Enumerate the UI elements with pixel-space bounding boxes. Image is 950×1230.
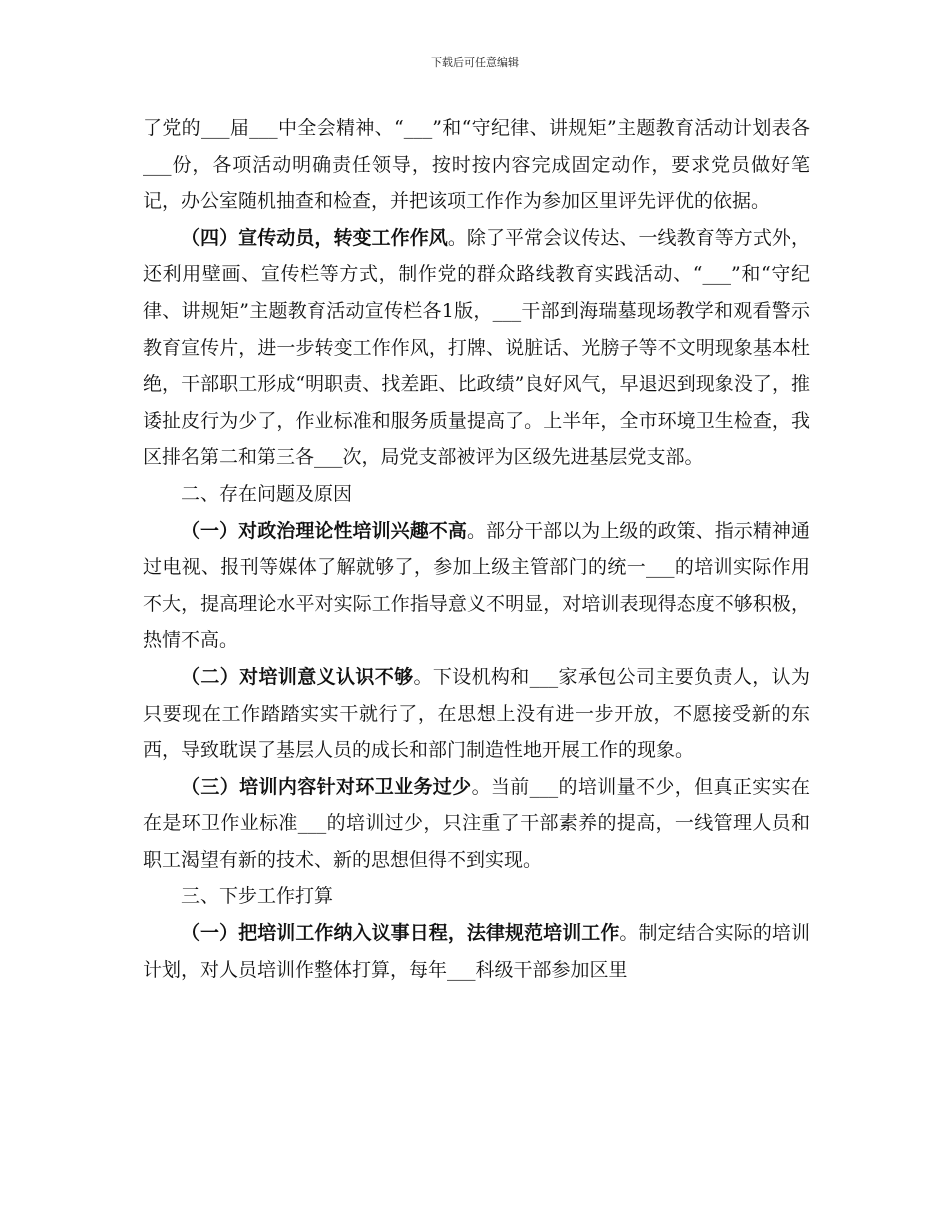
paragraph-text: 。部分干部以为上级的政策、指示精神通过电视、报刊等媒体了解就够了，参加上级主管部门的统一___的培训实际作用不大，提高理论水平对实际工作指导意义不明显，对培训表现得态度不够积极，热情不高。 (143, 519, 810, 652)
paragraph-text: 。除了平常会议传达、一线教育等方式外，还利用壁画、宣传栏等方式，制作党的群众路线教育实践活动、“___”和“守纪律、讲规矩”主题教育活动宣传栏各1版，___干部到海瑞墓现场教学和观看警示教育宣传片，进一步转变工作作风，打牌、说脏话、光膀子等不文明现象基本杜绝，干部职工形成“明职责、找差距、比政绩”良好风气，早退迟到现象没了，推诿扯皮行为少了，作业标准和服务质量提高了。上半年，全市环境卫生检查，我区排名第二和第三各___次，局党支部被评为区级先进基层党支部。 (143, 226, 810, 469)
paragraph-continuation (143, 110, 810, 220)
paragraph-lead: （三）培训内容针对环卫业务过少 (181, 775, 472, 798)
section-heading-plans (143, 878, 810, 915)
paragraph-text: 。制定结合实际的培训计划，对人员培训作整体打算，每年___科级干部参加区里 (143, 922, 810, 981)
paragraph-plan-1 (143, 915, 810, 988)
paragraph-text: 了党的___届___中全会精神、“___”和“守纪律、讲规矩”主题教育活动计划表各___份，各项活动明确责任领导，按时按内容完成固定动作，要求党员做好笔记，办公室随机抽查和检查，并把该项工作作为参加区里评先评优的依据。 (143, 117, 810, 213)
paragraph-lead: （一）对政治理论性培训兴趣不高 (181, 519, 467, 542)
paragraph-problem-2 (143, 659, 810, 769)
paragraph-lead: （四）宣传动员，转变工作作风 (181, 226, 448, 249)
document-body (143, 110, 810, 988)
section-heading-text: 三、下步工作打算 (181, 885, 334, 908)
paragraph-text: 。下设机构和___家承包公司主要负责人，认为只要现在工作踏踏实实干就行了，在思想上没有进一步开放，不愿接受新的东西，导致耽误了基层人员的成长和部门制造性地开展工作的现象。 (143, 665, 810, 762)
paragraph-lead: （二）对培训意义认识不够 (181, 665, 414, 688)
section-heading-text: 二、存在问题及原因 (181, 482, 353, 505)
page-header: 下载后可任意编辑 (431, 56, 519, 69)
section-heading-problems (143, 476, 810, 513)
paragraph-problem-3 (143, 769, 810, 879)
paragraph-lead: （一）把培训工作纳入议事日程，法律规范培训工作 (181, 922, 620, 945)
paragraph-text: 。当前___的培训量不少，但真正实实在在是环卫作业标准___的培训过少，只注重了干部素养的提高，一线管理人员和职工渴望有新的技术、新的思想但得不到实现。 (143, 775, 810, 871)
paragraph-publicity (143, 220, 810, 476)
paragraph-problem-1 (143, 513, 810, 659)
